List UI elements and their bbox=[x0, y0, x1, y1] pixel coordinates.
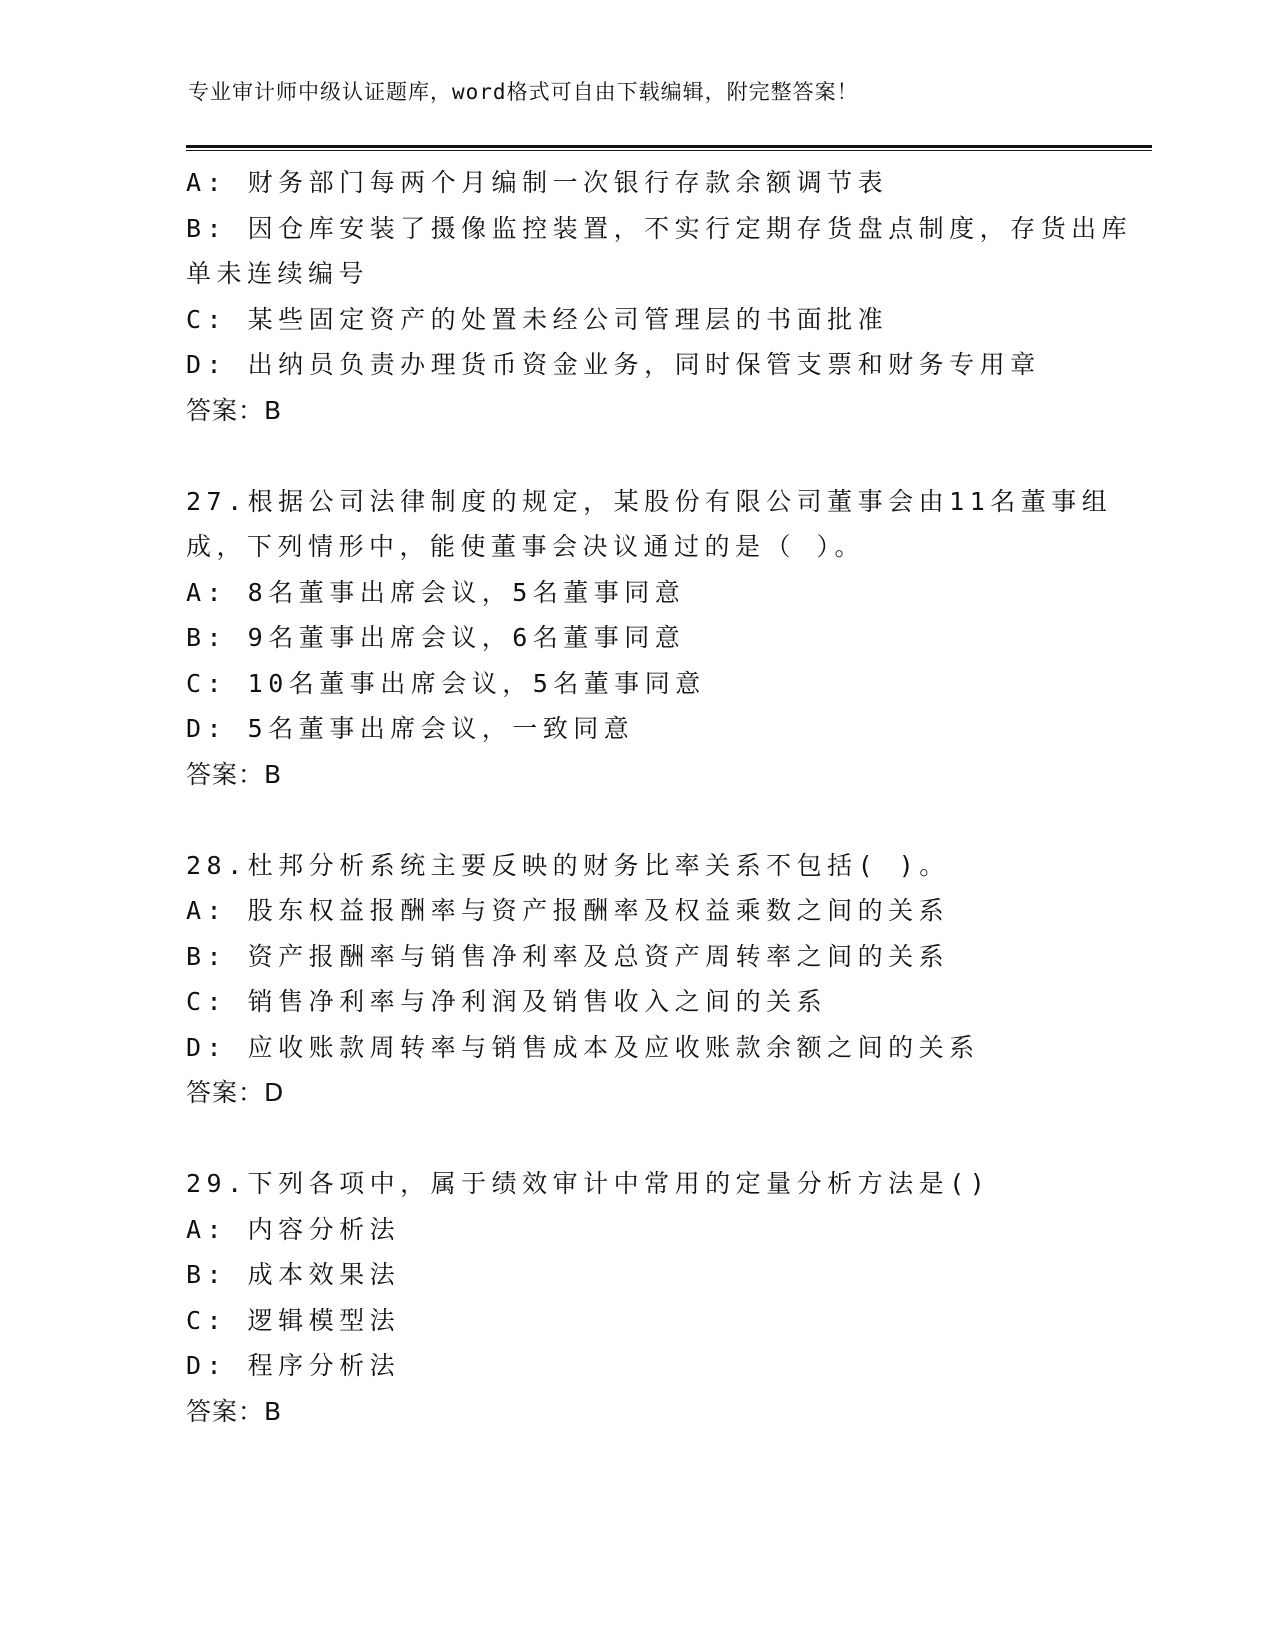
answer: 答案：B bbox=[186, 395, 283, 425]
answer: 答案：B bbox=[186, 1396, 283, 1426]
question-28 bbox=[186, 843, 1126, 1116]
option-d: D: 5名董事出席会议，一致同意 bbox=[186, 714, 635, 743]
question-stem: 28.杜邦分析系统主要反映的财务比率关系不包括( )。 bbox=[186, 850, 950, 880]
option-b: B: 资产报酬率与销售净利率及总资产周转率之间的关系 bbox=[186, 941, 950, 971]
option-b: B: 9名董事出席会议，6名董事同意 bbox=[186, 623, 686, 652]
option-b-continued: 单未连续编号 bbox=[186, 259, 370, 288]
option-b: B: 成本效果法 bbox=[186, 1260, 401, 1289]
header-rule-thin bbox=[186, 150, 1152, 151]
answer: 答案：B bbox=[186, 759, 283, 789]
option-c: C: 某些固定资产的处置未经公司管理层的书面批准 bbox=[186, 304, 889, 334]
question-stem-continued: 成，下列情形中，能使董事会决议通过的是（ ）。 bbox=[186, 532, 866, 561]
question-26 bbox=[186, 160, 1133, 433]
option-a: A: 股东权益报酬率与资产报酬率及权益乘数之间的关系 bbox=[186, 896, 950, 925]
option-c: C: 10名董事出席会议，5名董事同意 bbox=[186, 668, 706, 698]
option-a: A: 财务部门每两个月编制一次银行存款余额调节表 bbox=[186, 168, 889, 197]
option-a: A: 8名董事出席会议，5名董事同意 bbox=[186, 577, 686, 607]
option-c: C: 销售净利率与净利润及销售收入之间的关系 bbox=[186, 987, 828, 1016]
option-d: D: 应收账款周转率与销售成本及应收账款余额之间的关系 bbox=[186, 1032, 980, 1062]
question-stem: 29.下列各项中，属于绩效审计中常用的定量分析方法是() bbox=[186, 1169, 991, 1198]
question-stem: 27.根据公司法律制度的规定，某股份有限公司董事会由11名董事组 bbox=[186, 486, 1113, 516]
header-rule-thick bbox=[186, 145, 1152, 148]
option-b: B: 因仓库安装了摄像监控装置，不实行定期存货盘点制度，存货出库 bbox=[186, 213, 1133, 243]
option-d: D: 程序分析法 bbox=[186, 1351, 401, 1380]
option-d: D: 出纳员负责办理货币资金业务，同时保管支票和财务专用章 bbox=[186, 350, 1041, 379]
option-c: C: 逻辑模型法 bbox=[186, 1305, 401, 1335]
question-27 bbox=[186, 479, 1126, 798]
option-a: A: 内容分析法 bbox=[186, 1214, 401, 1244]
question-content bbox=[186, 160, 1133, 1434]
page-header: 专业审计师中级认证题库，word格式可自由下载编辑，附完整答案！ bbox=[188, 80, 859, 104]
answer: 答案：D bbox=[186, 1078, 285, 1107]
question-29 bbox=[186, 1161, 1126, 1434]
